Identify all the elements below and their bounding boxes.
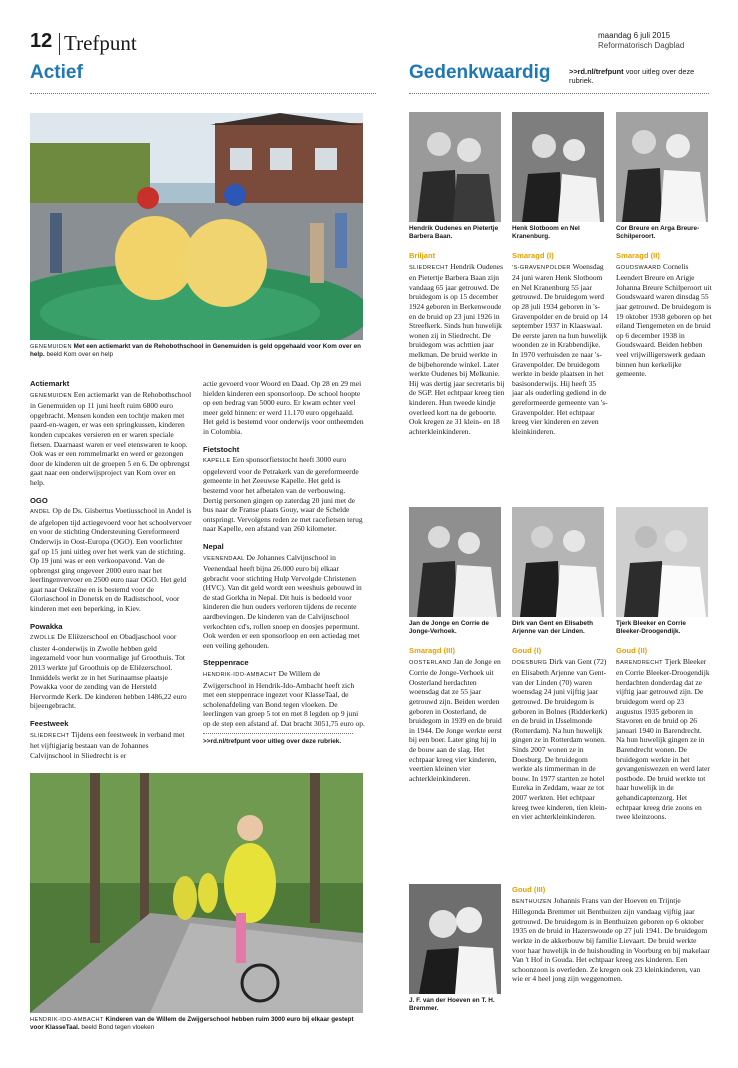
item-text: HENDRIK-IDO-AMBACHT De Willem de Zwijgerschool in Hendrik-Ido-Ambacht heeft zich met een steppenrace ingezet voor KlasseTaal, de scholenafdeling van Bond tegen vloeken. De leerlingen van groep 5 tot en met 8 legden op 9 juni op de step een afstand af. Dat bracht 3051,75 euro op. [203, 669, 365, 728]
item-text: SLIEDRECHT Tijdens een feestweek in verband met het vijftigjarig bestaan van de Johannes Calvijnschool in Sliedrecht is er [30, 729, 185, 760]
photo-caption-6: Tjerk Bleeker en Corrie Bleeker-Droogendijk. [616, 620, 686, 636]
couple-portrait-7 [409, 884, 501, 994]
couple-portrait-1 [409, 112, 501, 222]
entry-1: Briljant SLIEDRECHT Hendrik Oudenes en Pietertje Barbera Baan zijn vandaag 65 jaar getrouwd. De bruidegom is op 15 december 1924 geboren in Berkenwoude en de bruid op 23 juni 1926 in Streefkerk. Sinds hun huwelijk wonen zij in Sliedrecht. De bruidegom was achttien jaar melkman. De bruid werkte in de bijbehorende winkel. Later werkte Oudenes bij Melkunie. Hij was dertig jaar secretaris bij de SGP. Het echtpaar kreeg tien kinderen. Hun tweede kindje overleed kort na de geboorte. Ook kregen ze 31 klein- en 18 achterkleinkinderen. [409, 251, 505, 436]
header-date: maandag 6 juli 2015 [598, 31, 671, 40]
publication-name: Reformatorisch Dagblad [598, 41, 685, 50]
page-number: 12 [30, 30, 53, 52]
entry-6: Goud (II) BARENDRECHT Tjerk Bleeker en Corrie Bleeker-Droogendijk herdachten donderdag dat ze vijftig jaar getrouwd zijn. De bruidegom werd op 23 augustus 1935 geboren in Stavoren en de bruid op 26 januari 1940 in Barendrecht. Na hun huwelijk gingen ze in Barendrecht wonen. De bruidegom werkte in het gevangeniswezen en werd later postbode. De bruid werkte tot haar huwelijk in de gehandicaptenzorg. Het echtpaar kreeg drie zoons en twee kleinzoons. [616, 646, 712, 822]
caption-location: GENEMUIDEN [30, 344, 72, 350]
couple-portrait-4 [409, 507, 501, 617]
entry-5: Goud (I) DOESBURG Dirk van Gent (72) en Elisabeth Arjenne van Gent-van der Linden (70) waren woensdag 24 juni vijftig jaar getrouwd. De bruidegom is geboren in Bolnes (Ridderkerk) en de bruid in IJsselmonde (Rotterdam). Na hun huwelijk gingen ze in Rotterdam wonen. Sinds 2007 wonen ze in Doesburg. De bruidegom werkte als timmerman in de bouw. In 1977 startten ze hotel Eureka in Zeddam, waar ze tot 2007 werkten. Het echtpaar kreeg twee kinderen, tien klein- en vier achterkleinkinderen. [512, 646, 608, 822]
item-text: GENEMUIDEN Een actiemarkt van de Rehobothschool in Genemuiden op 11 juni heeft ruim 6800 euro opgebracht. Mensen konden een tochtje maken met paard-en-wagen, er was een springkussen, kinderen konden cupcakes versieren en er waren speciale fietsen. Daarnaast waren er veel etenswaren te koop. Ook was er een rommelmarkt en werd er gezongen door de kinderen uit de groepen 5 en 6. De opbrengst gaat naar een onderwijsproject van Kom over en help. [30, 389, 192, 487]
photo-caption-3: Cor Breure en Arga Breure-Schilperoort. [616, 225, 700, 241]
gedenkwaardig-intro [569, 67, 709, 85]
item-text: ANDEL Op de Ds. Gisbertus Voetiusschool in Andel is de afgelopen tijd actiegevoerd voor het schoolvervoer en voor de stichting Ondersteuning Gereformeerd Onderwijs in Oost-Europa (OGO). Een voorlichter gaf op 15 juni uitleg over het werk van de stichting. Op 19 juni was er een verkoopavond. Van de opbrengst ging ongeveer 2000 euro naar het leerlingenvervoer en 2500 euro naar OGO. Het geld gaat naar Oekraïne en is bestemd voor de Gloriaschool in Donetsk en de Radistschool, voor kinderen met een beperking, in Kiev. [30, 506, 192, 614]
entry-heading: Briljant [409, 251, 436, 260]
entry-7: Goud (III) BENTHUIZEN Johannis Frans van der Hoeven en Trijntje Hillegonda Bremmer uit Benthuizen zijn vandaag vijftig jaar getrouwd. De bruidegom is in Benthuizen geboren op 6 oktober 1935 en de bruid in Hazerswoude op 27 juli 1941. De bruidegom werkte in de akkerbouw bij familie Lievaart. De bruid werkte voor haar huwelijk in de huishouding in Voorburg en bij makelaar Van 't Hof in Gouda. Het echtpaar kreeg zes kinderen. Een schoonzoon is overleden. Ze kregen ook 23 kleinkinderen, van wie er 4 heel jong zijn weggenomen. [512, 885, 710, 984]
item-heading: Fietstocht [203, 444, 240, 454]
couple-photo-1 [409, 112, 501, 222]
item-text: ZWOLLE De Eliëzerschool en Obadjaschool voor cluster 4-onderwijs in Zwolle hebben geld ingezameld voor hun voormalige juf Groothuis. Tot 2013 werkte juf Groothuis op de Eliëzerschool. Inmiddels werkt ze in het Surinaamse plaatsje Powakka voor de zending van de Hersteld Hervormde Kerk. De kinderen hebben 1486,22 euro bijeengebracht. [30, 632, 187, 711]
couple-photo-2 [512, 112, 604, 222]
gedenkwaardig-title: Gedenkwaardig [409, 62, 551, 83]
couple-portrait-5 [512, 507, 604, 617]
gedenkwaardig-rule [409, 93, 709, 94]
couple-photo-7 [409, 884, 501, 994]
entry-heading: Smaragd (III) [409, 646, 455, 655]
item-heading: Nepal [203, 541, 224, 551]
step-photo [30, 773, 363, 1013]
rubriek-link[interactable]: >>rd.nl/trefpunt voor uitleg over deze rubriek. [203, 737, 342, 745]
photo-caption-5: Dirk van Gent en Elisabeth Arjenne van der Linden. [512, 620, 593, 636]
couple-photo-6 [616, 507, 708, 617]
caption-text: Met een actiemarkt van de Rehobothschool in Genemuiden is geld opgehaald voor Kom over en help. [30, 343, 361, 359]
intro-link[interactable]: >>rd.nl/trefpunt [569, 67, 624, 76]
item-heading: Feestweek [30, 719, 69, 728]
actief-title: Actief [30, 62, 83, 83]
item-text: actie gevoerd voor Woord en Daad. Op 28 en 29 mei hielden kinderen een sponsorloop. De school hoopte op een bedrag van 5000 euro. Er kwam echter veel meer geld binnen: er werd 11.170 euro opgehaald. Het geld is bestemd voor onderwijs voor ontheemden in Colombia. [203, 379, 364, 436]
actief-rule [30, 93, 376, 94]
sumo-photo [30, 113, 363, 340]
caption-location: HENDRIK-IDO-AMBACHT [30, 1017, 104, 1023]
header-divider [59, 33, 60, 55]
entry-heading: Smaragd (II) [616, 251, 660, 260]
couple-photo-3 [616, 112, 708, 222]
item-heading: Powakka [30, 621, 63, 631]
photo-caption-2: Henk Slotboom en Nel Kranenburg. [512, 225, 580, 241]
item-text: VEENENDAAL De Johannes Calvijnschool in Veenendaal heeft bijna 26.000 euro bij elkaar gebracht voor stichting Hulp Vervolgde Christenen (HVC). Van dit geld wordt een weeshuis gebouwd in de stad Gorkha in Nepal. Dit huis is bedoeld voor kinderen die hun ouders verloren tijdens de recente aardbevingen. De kinderen van de Calvijnschool verkochten cd's, rollen snoep en doosjes pepermunt. Ook werden er een sponsorloop en een actiedag met een veiling gehouden. [203, 552, 362, 650]
caption-credit: beeld Bond tegen vloeken [81, 1024, 155, 1032]
couple-portrait-6 [616, 507, 708, 617]
column-rule [203, 733, 353, 734]
photo-caption-1: Hendrik Oudenes en Pietertje Barbera Baan. [409, 225, 499, 241]
couple-photo-5 [512, 507, 604, 617]
entry-3: Smaragd (II) GOUDSWAARD Cornelis Leendert Breure en Arigje Johanna Breure Schilperoort uit Goudswaard waren dinsdag 55 jaar getrouwd. De bruidegom is 19 oktober 1938 geboren op het eiland Tiengemeten en de bruid op 6 december 1938 in Goudswaard. Beiden hebben veel vrijwilligerswerk gedaan binnen hun kerkelijke gemeente. [616, 251, 712, 379]
header-date-block [598, 31, 708, 51]
caption-credit: beeld Kom over en help [46, 351, 113, 359]
caption-text: Kinderen van de Willem de Zwijgerschool hebben ruim 3000 euro bij elkaar gestept voor KlasseTaal. [30, 1016, 354, 1032]
entry-4: Smaragd (III) OOSTERLAND Jan de Jonge en Corrie de Jonge-Verhoek uit Oosterland herdachten woensdag dat ze 55 jaar getrouwd zijn. Beiden werden geboren in Oosterland, de bruidegom in 1939 en de bruid in 1944. De Jonge werkte eerst bij een boer. Later ging hij in de bouw aan de slag. Het echtpaar kreeg vier kinderen, veertien kleinen vier achterkleinkinderen. [409, 646, 505, 783]
item-heading: OGO [30, 495, 48, 505]
couple-portrait-3 [616, 112, 708, 222]
entry-heading: Goud (III) [512, 885, 546, 894]
actief-column-1 [30, 379, 192, 760]
entry-heading: Goud (II) [616, 646, 648, 655]
sumo-photo-illustration [30, 113, 363, 340]
intro-text: voor uitleg over deze rubriek. [569, 67, 695, 85]
section-name: Trefpunt [64, 31, 137, 55]
bottom-photo-caption [30, 1016, 363, 1032]
couple-portrait-2 [512, 112, 604, 222]
photo-caption-4: Jan de Jonge en Corrie de Jonge-Verhoek. [409, 620, 489, 636]
item-text: KAPELLE Een sponsorfietstocht heeft 3000 euro opgeleverd voor de Petrakerk van de gereformeerde gemeente in het Zeeuwse Kapelle. Het geld is bestemd voor het afbetalen van de verbouwing. Dertig personen gingen op zaterdag 20 juni met de bus naar de Franse plaats Gouy, waar de Schelde ontspringt. Vervolgens reden ze met racefietsen terug naar Kapelle, een afstand van 260 kilometer. [203, 455, 363, 534]
item-heading: Steppenrace [203, 658, 249, 668]
couple-photo-4 [409, 507, 501, 617]
top-photo-caption [30, 343, 363, 359]
entry-heading: Goud (I) [512, 646, 542, 655]
photo-caption-7: J. F. van der Hoeven en T. H. Bremmer. [409, 997, 495, 1013]
step-photo-illustration [30, 773, 363, 1013]
entry-2: Smaragd (I) 'S-GRAVENPOLDER Woensdag 24 juni waren Henk Slotboom en Nel Kranenburg 55 jaar getrouwd. De bruidegom werd op 28 juli 1934 geboren in 's-Gravenpolder en de bruid op 14 september 1937 in Klaaswaal. De eerste jaren na hun huwelijk woonden ze in Krabbendijke. In 1970 verhuisden ze naar 's-Gravenpolder. De bruidegom werkte in beide plaatsen in het basisonderwijs. Hij heeft 35 jaar als ouderling gediend in de gereformeerde gemeente van 's-Gravenpolder. Het echtpaar kreeg vier kinderen en zeven kleinkinderen. [512, 251, 608, 436]
actief-column-2 [203, 379, 365, 746]
entry-heading: Smaragd (I) [512, 251, 554, 260]
item-heading: Actiemarkt [30, 379, 70, 388]
